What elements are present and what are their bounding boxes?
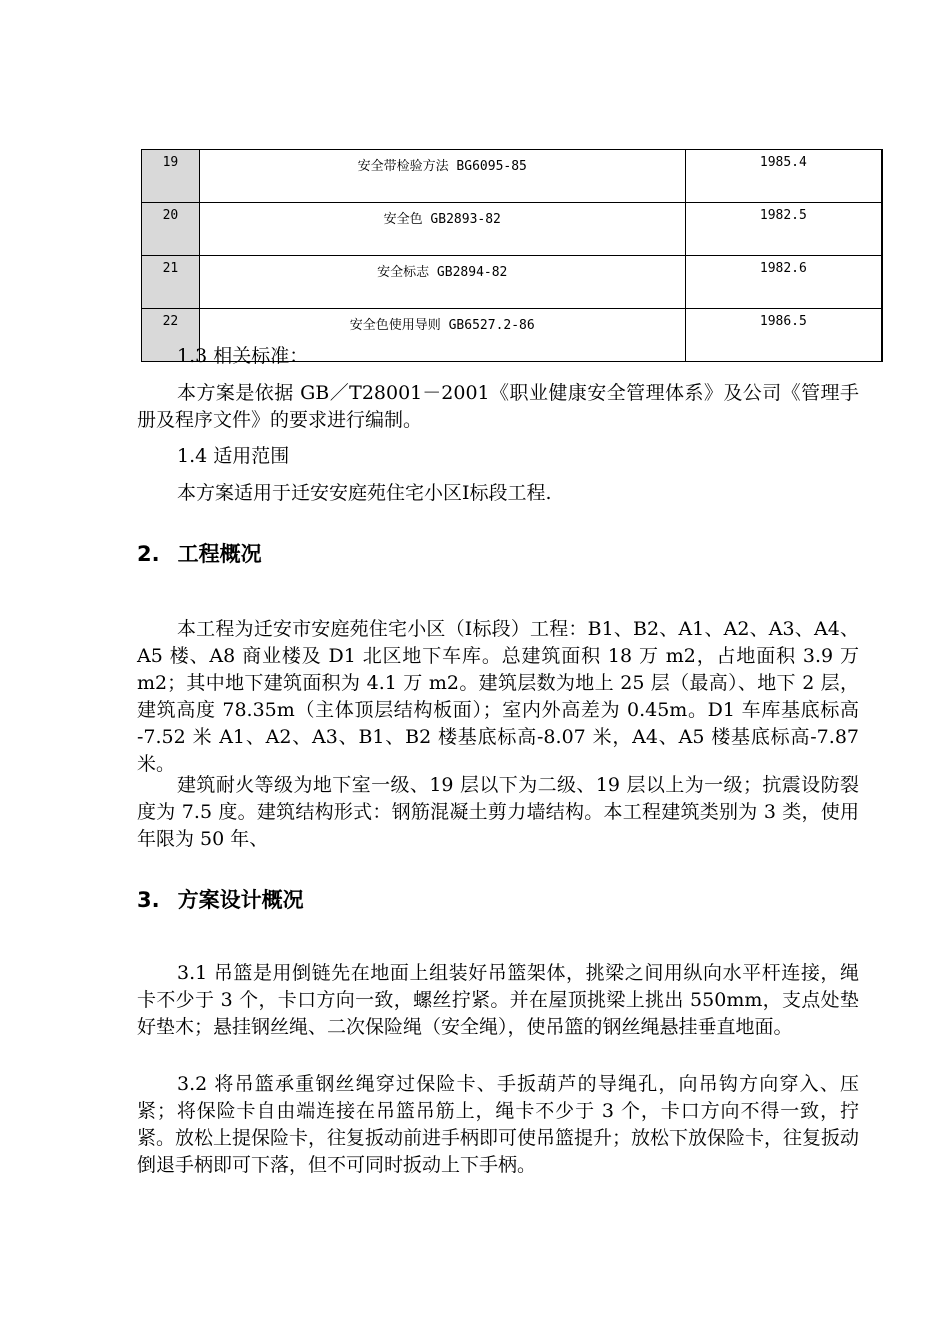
section-2-paragraph-1: 本工程为迁安市安庭苑住宅小区（Ⅰ标段）工程：B1、B2、A1、A2、A3、A4、A5 楼、A8 商业楼及 D1 北区地下车库。总建筑面积 18 万 m2，占地面积 3.9 万 m2；其中地下建筑面积为 4.1 万 m2。建筑层数为地上 25 层（最高）、地下 2 层，建筑高度 78.35m（主体顶层结构板面）；室内外高差为 0.45m。D1 车库基底标高 -7.52 米 A1、A2、A3、B1、B2 楼基底标高-8.07 米，A4、A5 楼基底标高-7.87 米。 (137, 618, 859, 775)
row-number: 21 (142, 256, 200, 309)
section-2-title: 工程概况 (177, 542, 262, 566)
section-1-4-title: 1.4 适用范围 (177, 445, 290, 467)
row-number: 19 (142, 150, 200, 203)
table-row (142, 203, 883, 256)
row-number: 20 (142, 203, 200, 256)
standard-date: 1982.6 (685, 256, 882, 309)
section-1-3-body: 本方案是依据 GB／T28001－2001《职业健康安全管理体系》及公司《管理手册及程序文件》的要求进行编制。 (137, 382, 859, 431)
standard-name: 安全色使用导则 GB6527.2-86 (199, 309, 685, 362)
section-2-paragraph-2: 建筑耐火等级为地下室一级、19 层以下为二级、19 层以上为一级；抗震设防裂度为 7.5 度。建筑结构形式：钢筋混凝土剪力墙结构。本工程建筑类别为 3 类，使用年限为 50 年、 (137, 774, 859, 850)
standard-name: 安全标志 GB2894-82 (199, 256, 685, 309)
standard-name: 安全色 GB2893-82 (199, 203, 685, 256)
standard-name: 安全带检验方法 BG6095-85 (199, 150, 685, 203)
table-row (142, 256, 883, 309)
standard-date: 1985.4 (685, 150, 882, 203)
section-3-title: 方案设计概况 (177, 888, 304, 912)
section-1-4-body: 本方案适用于迁安安庭苑住宅小区Ⅰ标段工程. (177, 482, 552, 504)
section-2-number: 2. (137, 542, 160, 566)
section-3-heading (137, 884, 304, 914)
standard-date: 1982.5 (685, 203, 882, 256)
section-3-number: 3. (137, 888, 160, 912)
table-row (142, 150, 883, 203)
row-number: 22 (142, 309, 200, 362)
section-2-heading (137, 538, 262, 568)
section-3-paragraph-2: 3.2 将吊篮承重钢丝绳穿过保险卡、手扳葫芦的导绳孔，向吊钩方向穿入、压紧；将保险卡自由端连接在吊篮吊筋上，绳卡不少于 3 个，卡口方向不得一致，拧紧。放松上提保险卡，往复扳动前进手柄即可使吊篮提升；放松下放保险卡，往复扳动倒退手柄即可下落，但不可同时扳动上下手柄。 (137, 1073, 860, 1176)
standards-table (141, 149, 883, 362)
section-1-3-title: 1.3 相关标准： (177, 345, 309, 367)
section-3-paragraph-1: 3.1 吊篮是用倒链先在地面上组装好吊篮架体，挑梁之间用纵向水平杆连接，绳卡不少于 3 个，卡口方向一致，螺丝拧紧。并在屋顶挑梁上挑出 550mm，支点处垫好垫木；悬挂钢丝绳、二次保险绳（安全绳），使吊篮的钢丝绳悬挂垂直地面。 (137, 962, 859, 1038)
standard-date: 1986.5 (685, 309, 882, 362)
